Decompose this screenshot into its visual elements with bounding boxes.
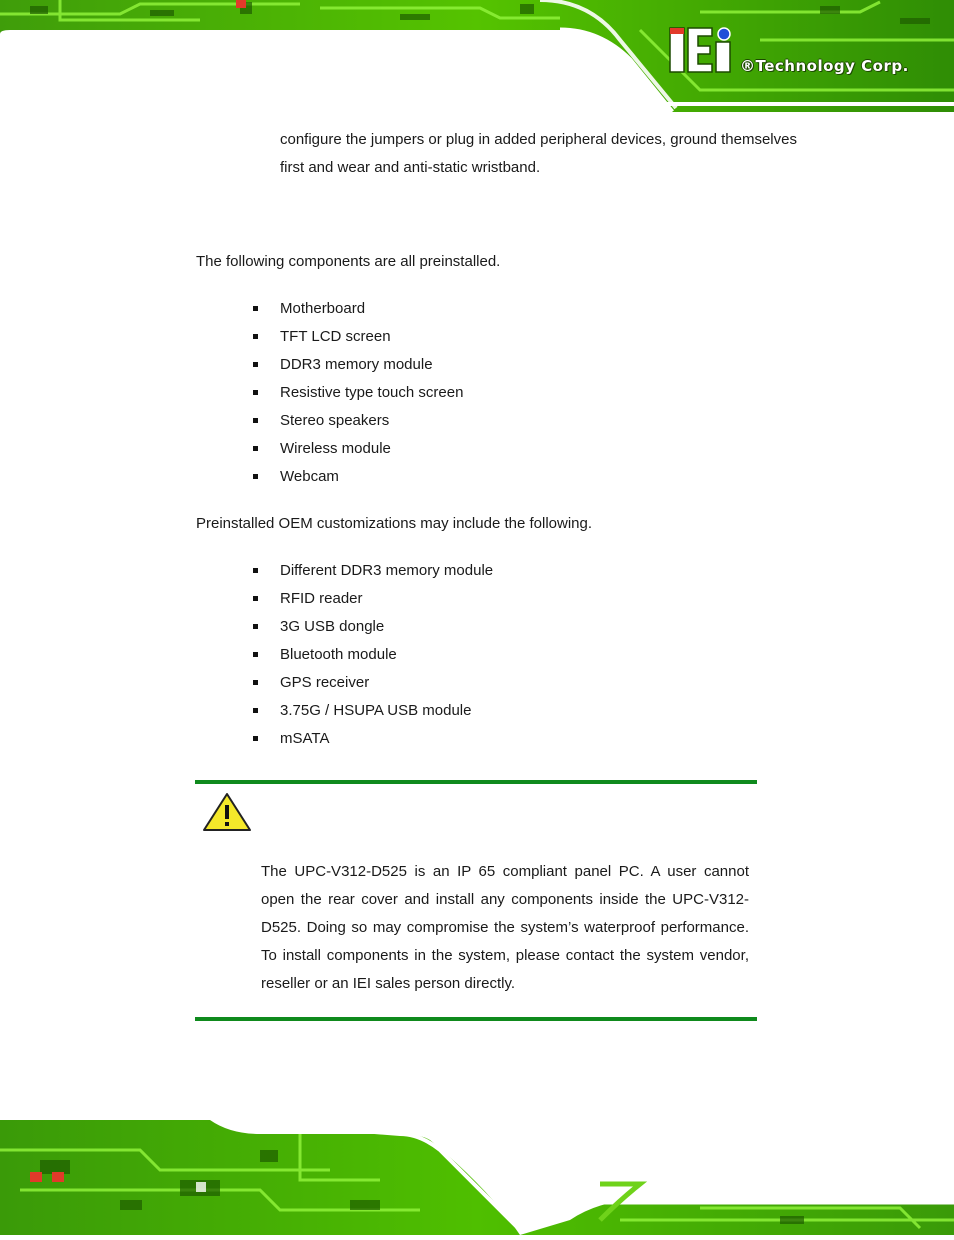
bullet-square-icon	[253, 306, 258, 311]
bullet-square-icon	[253, 418, 258, 423]
oem-heading: Preinstalled OEM customizations may include the following.	[196, 515, 593, 532]
bullet-square-icon	[253, 680, 258, 685]
bullet-square-icon	[253, 362, 258, 367]
bullet-square-icon	[253, 708, 258, 713]
iei-logo-icon	[670, 28, 730, 72]
bullet-square-icon	[253, 390, 258, 395]
warning-bottom-rule	[195, 1017, 757, 1021]
warning-triangle-icon	[202, 792, 252, 837]
intro-line-2: first and wear and anti-static wristband.	[280, 159, 541, 176]
circuit-board-header-graphic	[0, 0, 954, 112]
page-header-banner	[0, 0, 954, 112]
warning-top-rule	[195, 780, 757, 784]
page-footer-banner	[0, 1120, 954, 1235]
bullet-square-icon	[253, 596, 258, 601]
bullet-square-icon	[253, 568, 258, 573]
bullet-square-icon	[253, 624, 258, 629]
bullet-square-icon	[253, 474, 258, 479]
preinstalled-heading: The following components are all preinstalled.	[196, 253, 501, 270]
brand-tagline: ®Technology Corp.	[740, 57, 909, 75]
intro-line-1: configure the jumpers or plug in added peripheral devices, ground themselves	[280, 131, 797, 148]
bullet-square-icon	[253, 446, 258, 451]
bullet-square-icon	[253, 736, 258, 741]
warning-text: The UPC-V312-D525 is an IP 65 compliant panel PC. A user cannot open the rear cover and install any components inside the UPC-V312-D525. Doing so may compromise the system’s waterproof performance. To install components in the system, please contact the system vendor, reseller or an IEI sales person directly.	[261, 863, 749, 992]
circuit-board-footer-graphic	[0, 1120, 954, 1235]
bullet-square-icon	[253, 652, 258, 657]
bullet-square-icon	[253, 334, 258, 339]
